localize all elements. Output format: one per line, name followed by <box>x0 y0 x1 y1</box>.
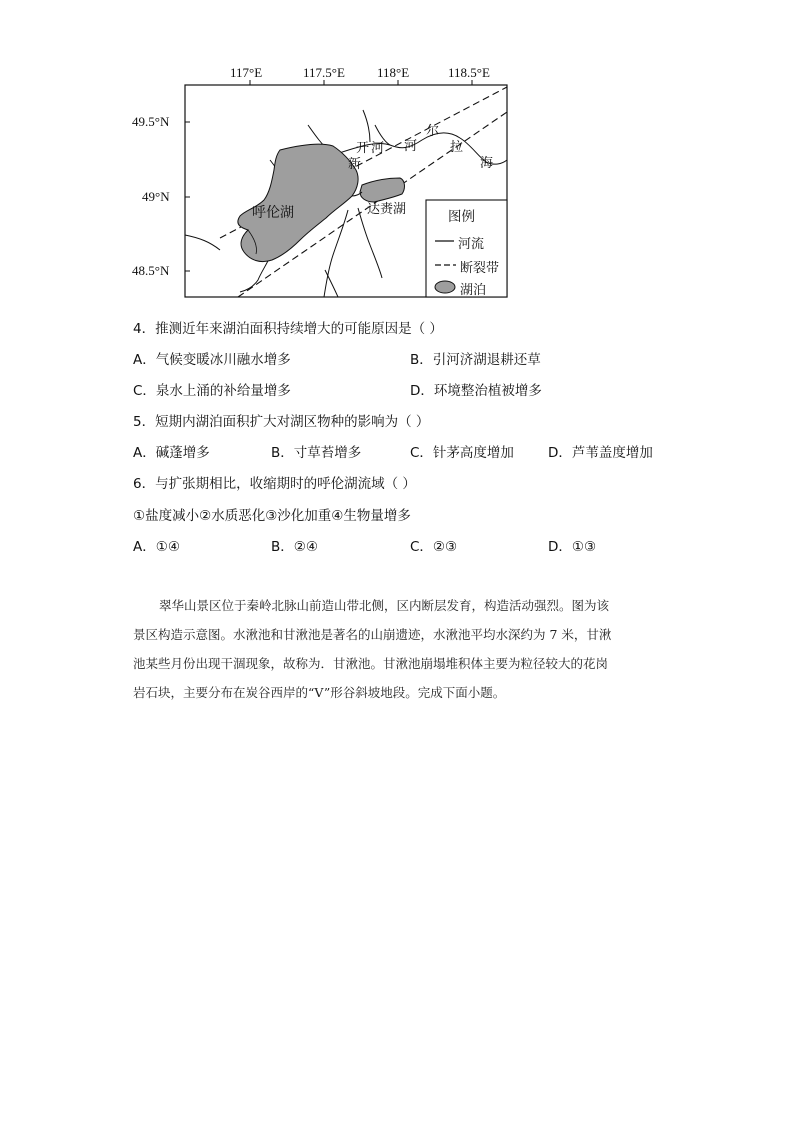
question-4-option-c: C．泉水上涌的补给量增多 <box>133 383 291 399</box>
label-he-2: 河 <box>404 139 418 154</box>
question-5-stem: 5．短期内湖泊面积扩大对湖区物种的影响为（ ） <box>133 414 430 430</box>
question-6-statements: ①盐度减小②水质恶化③沙化加重④生物量增多 <box>133 508 411 524</box>
passage-line-3: 池某些月份出现干涸现象，故称为．甘湫池。甘湫池崩塌堆积体主要为粒径较大的花岗 <box>133 656 609 671</box>
river-south-2 <box>324 210 348 297</box>
question-5-option-a: A．碱蓬增多 <box>133 445 210 461</box>
lon-tick-118-5: 118.5°E <box>448 65 490 80</box>
lon-tick-117-5: 117.5°E <box>303 65 345 80</box>
river-west-2 <box>185 235 220 250</box>
map-figure <box>130 60 520 305</box>
question-6-option-a: A．①④ <box>133 539 180 555</box>
label-kai: 开 <box>356 141 370 156</box>
question-4-option-a: A．气候变暖冰川融水增多 <box>133 352 291 368</box>
lon-tick-118: 118°E <box>377 65 410 80</box>
question-6-option-c: C．②③ <box>410 539 458 555</box>
label-er: 尔 <box>426 124 440 139</box>
question-5-option-d: D．芦苇盖度增加 <box>548 445 653 461</box>
reading-passage <box>133 591 663 707</box>
legend-fault-label: 断裂带 <box>460 261 500 276</box>
river-south-1 <box>358 208 382 278</box>
label-hulun-lake: 呼伦湖 <box>252 205 294 221</box>
legend-lake-label: 湖泊 <box>460 283 487 298</box>
question-6-option-b: B．②④ <box>271 539 318 555</box>
label-he-1: 河 <box>371 141 385 156</box>
legend-lake-symbol <box>435 281 455 293</box>
question-4-stem: 4．推测近年来湖泊面积持续增大的可能原因是（ ） <box>133 321 443 337</box>
passage-line-4: 岩石块，主要分布在炭谷西岸的“V”形谷斜坡地段。完成下面小题。 <box>133 685 506 700</box>
question-5-option-c: C．针茅高度增加 <box>410 445 514 461</box>
question-6-stem: 6．与扩张期相比，收缩期时的呼伦湖流域（ ） <box>133 476 416 492</box>
lat-tick-49-5: 49.5°N <box>132 114 170 129</box>
question-4-option-b: B．引河济湖退耕还草 <box>410 352 541 368</box>
label-hai: 海 <box>480 156 494 171</box>
label-xin: 新 <box>348 157 362 172</box>
label-dalai-lake: 达赉湖 <box>367 202 407 217</box>
passage-line-2: 景区构造示意图。水湫池和甘湫池是著名的山崩遗迹，水湫池平均水深约为 7 米，甘湫 <box>133 627 612 642</box>
question-5-option-b: B．寸草苔增多 <box>271 445 362 461</box>
label-la: 拉 <box>450 140 464 155</box>
passage-line-1: 翠华山景区位于秦岭北脉山前造山带北侧，区内断层发育，构造活动强烈。图为该 <box>159 598 610 613</box>
lat-tick-49: 49°N <box>142 189 170 204</box>
river-south-3 <box>325 270 338 297</box>
question-4-option-d: D．环境整治植被增多 <box>410 383 542 399</box>
legend-title: 图例 <box>448 209 475 225</box>
legend-river-label: 河流 <box>458 237 485 252</box>
question-6-option-d: D．①③ <box>548 539 597 555</box>
lon-tick-117: 117°E <box>230 65 263 80</box>
lat-tick-48-5: 48.5°N <box>132 263 170 278</box>
